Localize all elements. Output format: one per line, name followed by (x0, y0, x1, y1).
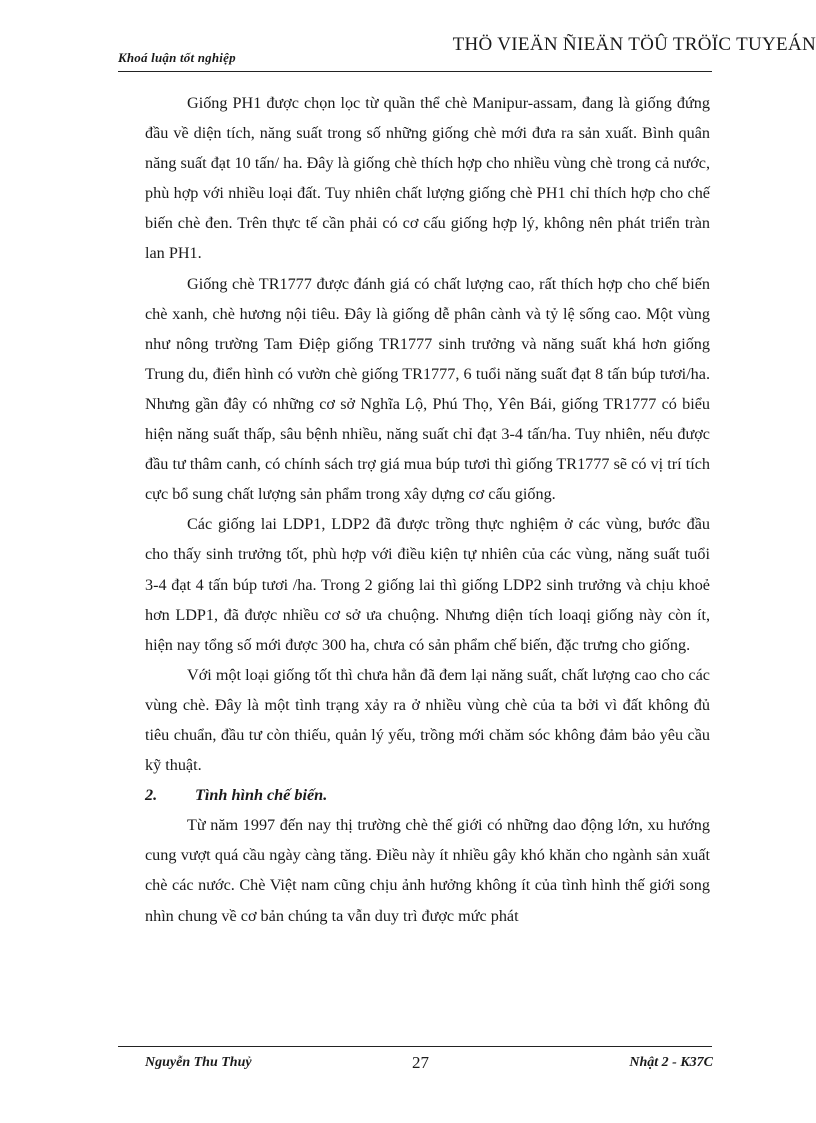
paragraph: Giống PH1 được chọn lọc từ quần thể chè Manipur-assam, đang là giống đứng đầu về diện tích, năng suất trong số những giống chè mới đưa ra sản xuất. Bình quân năng suất đạt 10 tấn/ ha. Đây là giống chè thích hợp cho nhiều vùng chè trong cả nước, phù hợp với nhiều loại đất. Tuy nhiên chất lượng giống chè PH1 chỉ thích hợp cho chế biến chè đen. Trên thực tế cần phải có cơ cấu giống hợp lý, không nên phát triển tràn lan PH1. (145, 94, 710, 263)
footer-class: Nhật 2 - K37C (629, 1055, 713, 1070)
paragraph: Với một loại giống tốt thì chưa hẳn đã đem lại năng suất, chất lượng cao cho các vùng chè. Đây là một tình trạng xảy ra ở nhiều vùng chè của ta bởi vì đất không đủ tiêu chuẩn, đầu tư còn thiếu, quản lý yếu, trồng mới chăm sóc không đảm bảo yêu cầu kỹ thuật. (145, 665, 710, 775)
section-number: 2. (145, 786, 158, 805)
paragraph: Giống chè TR1777 được đánh giá có chất lượng cao, rất thích hợp cho chế biến chè xanh, chè hương nội tiêu. Đây là giống dễ phân cành và tỷ lệ sống cao. Một vùng như nông trường Tam Điệp giống TR1777 sinh trưởng và năng suất khá hơn giống Trung du, điển hình có vườn chè giống TR1777, 6 tuổi năng suất đạt 8 tấn búp tươi/ha. Nhưng gần đây có những cơ sở Nghĩa Lộ, Phú Thọ, Yên Bái, giống TR1777 có biểu hiện năng suất thấp, sâu bệnh nhiều, năng suất chỉ đạt 3-4 tấn/ha. Tuy nhiên, nếu được đầu tư thâm canh, có chính sách trợ giá mua búp tươi thì giống TR1777 sẽ có vị trí tích cực bổ sung chất lượng sản phẩm trong xây dựng cơ cấu giống. (145, 274, 710, 504)
paragraph: Từ năm 1997 đến nay thị trường chè thế giới có những dao động lớn, xu hướng cung vượt quá cầu ngày càng tăng. Điều này ít nhiều gây khó khăn cho ngành sản xuất chè các nước. Chè Việt nam cũng chịu ảnh hưởng không ít của tình hình thế giới song nhìn chung về cơ bản chúng ta vẫn duy trì được mức phát (145, 816, 710, 925)
running-header-library: THÖ VIEÄN ÑIEÄN TÖÛ TRÖÏC TUYEÁN (452, 34, 816, 55)
footer-author: Nguyễn Thu Thuỷ (145, 1055, 252, 1070)
section-heading (145, 780, 710, 810)
paragraph: Các giống lai LDP1, LDP2 đã được trồng thực nghiệm ở các vùng, bước đầu cho thấy sinh trưởng tốt, phù hợp với điều kiện tự nhiên của các vùng, năng suất tuổi 3-4 đạt 4 tấn búp tươi /ha. Trong 2 giống lai thì giống LDP2 sinh trưởng và chịu khoẻ hơn LDP1, đã được nhiều cơ sở ưa chuộng. Nhưng diện tích loaqị giống này còn ít, hiện nay tổng số mới được 300 ha, chưa có sản phẩm chế biến, đặc trưng cho giống. (145, 515, 710, 654)
header-rule (118, 71, 712, 72)
document-body (145, 88, 710, 931)
footer-rule (118, 1046, 712, 1047)
running-header-title: Khoá luận tốt nghiệp (118, 50, 236, 65)
page-number: 27 (412, 1053, 429, 1072)
section-title: Tình hình chế biến. (195, 786, 328, 805)
